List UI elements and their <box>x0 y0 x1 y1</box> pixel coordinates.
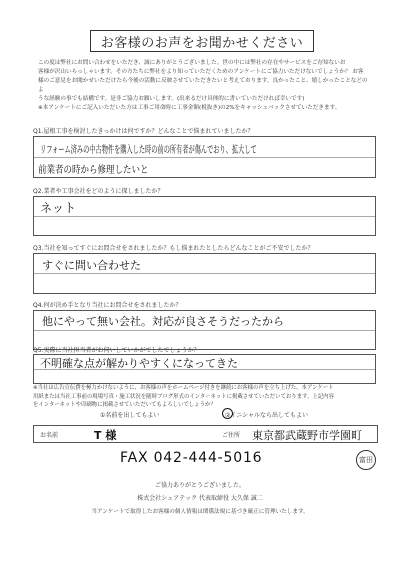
fax-number: FAX 042-444-5016 <box>120 450 263 466</box>
answer-box-3 <box>33 253 376 294</box>
question-5: Q5.実際に当社担当者がお伺いしていかがでしたでしょうか？ <box>33 347 200 354</box>
consent-line: をインターネットや印刷物に掲載させていただいてもよろしいでしょうか？ <box>33 402 216 409</box>
answer-box-5 <box>33 354 376 384</box>
answer-3-line-1: すぐに問い合わせた <box>42 259 141 272</box>
answer-box-1 <box>33 136 376 178</box>
question-1: Q1.屋根工事を検討したきっかけは何ですか？どんなことで悩まれていましたか？ <box>33 128 254 135</box>
address-value: 東京都武蔵野市学園町 <box>252 429 362 442</box>
company-signature: 株式会社シェアテック 代表取締役 大久保 誠二 <box>137 495 263 502</box>
question-4: Q4.何が決め手となり当社にお問合せをされましたか？ <box>33 302 182 309</box>
answer-5-line-1: 不明確な点が解かりやすくになってきた <box>40 357 238 370</box>
consent-text <box>33 384 378 410</box>
answer-box-2 <box>33 196 376 236</box>
selected-option-circle-icon <box>222 408 233 419</box>
answer-1-line-1: リフォーム済みの中古物件を購入した時の前の所有者が傷んでおり、拡大して <box>40 145 257 156</box>
question-2: Q2.業者や工事会社をどのように探しましたか？ <box>33 188 164 195</box>
intro-line: うな経験の事でも結構です。是非ご協力お願いします。(出来るだけ具体的に書いていただければ幸いです) <box>38 96 305 102</box>
intro-line: ※本アンケートにご記入いただいた方は工事ご用命時に工事金額(税抜き)の2%をキャッシュバックさせていただきます。 <box>38 105 341 111</box>
consent-line: ※当社は広告宣伝費を極力かけないように、お客様の声をホームページ付きを継続にお客様の声を立ち上げた、本アンケート <box>33 385 334 391</box>
intro-text <box>38 59 373 113</box>
answer-box-4 <box>33 310 376 350</box>
name-address-box <box>33 425 378 443</box>
answer-1-line-2: 前業者の時から修理したいと <box>38 165 149 176</box>
name-value: T 様 <box>94 429 117 442</box>
stamp-seal: 富田 <box>356 450 376 470</box>
survey-title: お客様のお声をお聞かせください <box>90 30 314 52</box>
option-initial-ok[interactable]: ②イニシャルなら出してもよい <box>225 412 309 419</box>
answer-4-line-1: 他にやって無い会社。対応が良さそうだったから <box>42 315 284 328</box>
intro-line: この度は弊社にお問い合わせをいただき、誠にありがとうございました。世の中には弊社の存在やサービスをご存知ないお <box>38 60 346 66</box>
question-3: Q3.当社を知ってすぐにお問合せをされましたか？もし悩まれたとしたらどんなことがご不安でしたか？ <box>33 245 314 252</box>
address-label: ご住所 <box>222 432 241 439</box>
privacy-footer: 当アンケートで取得したお客様の個人情報は関係法規に基づき厳正に管理いたします。 <box>91 509 309 515</box>
option-name-ok[interactable]: ①名前を出してもよい <box>100 412 160 419</box>
consent-line: 用紙または当社工事前の現場写真・施工状況を随時ブログ形式のインターネットに掲載させていただいております。上記内容 <box>33 393 334 400</box>
thanks-text: ご協力ありがとうございました。 <box>154 482 245 489</box>
intro-line: 客様が沢山いらっしゃいます。その方たちに弊社をより知っていただくためのアンケートにご協力いただけないでしょうか？ お客 <box>38 69 364 75</box>
name-label: お名前 <box>40 432 59 439</box>
intro-line: 様のご意見をお聞かせいただけたら今後の活動に反映させていただきたいと考えております。良かったこと、嬉しかったことなどのよ <box>38 78 368 93</box>
answer-2-line-1: ネット <box>40 201 77 215</box>
